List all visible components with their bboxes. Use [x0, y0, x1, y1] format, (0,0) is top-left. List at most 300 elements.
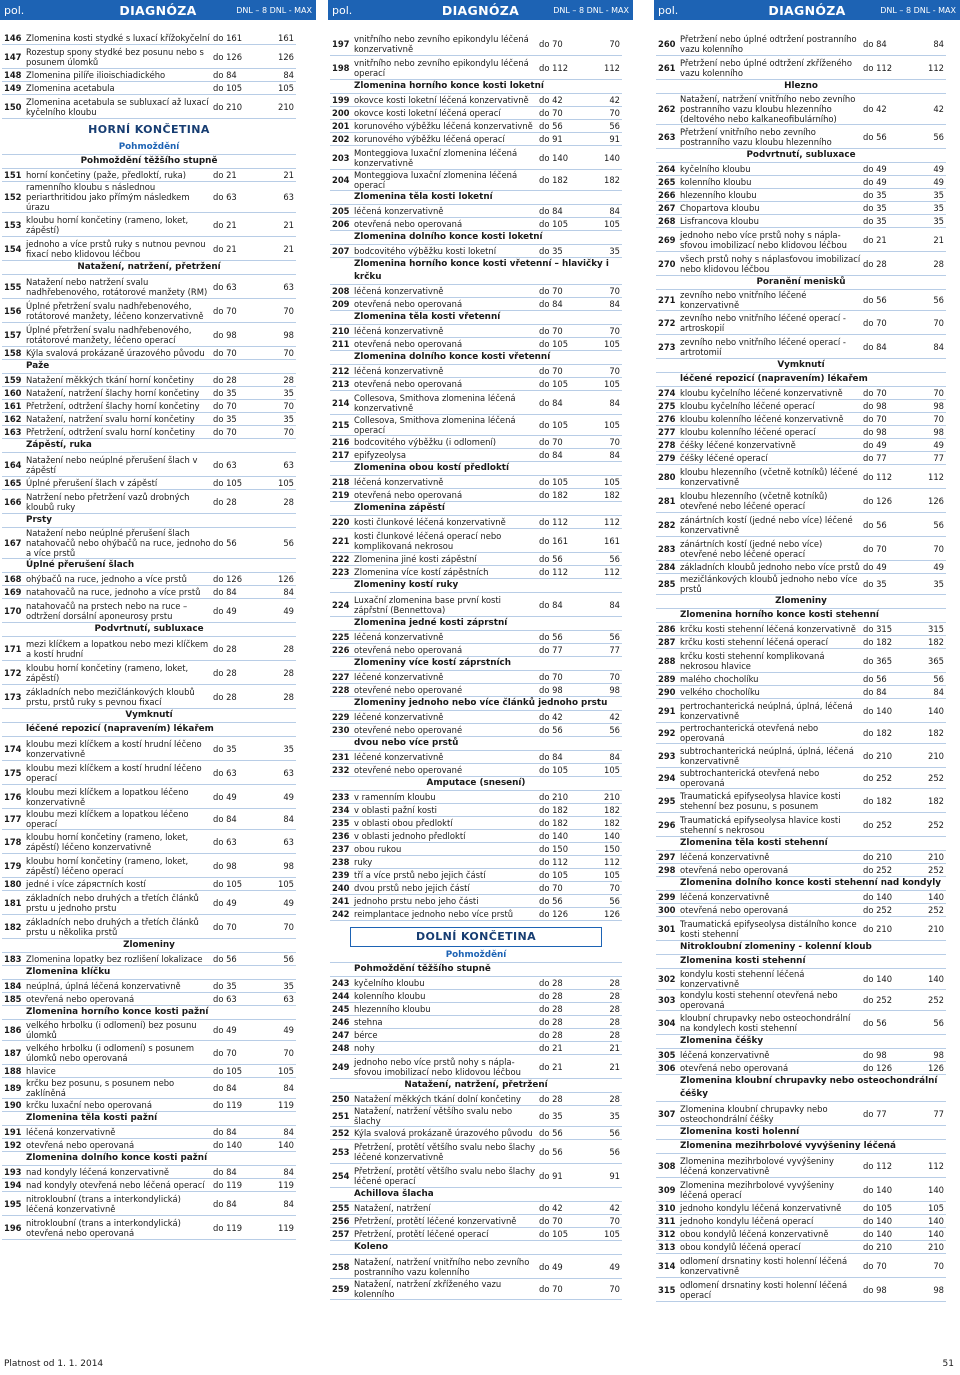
row-max: 70	[609, 1284, 620, 1294]
row-text: Zlomenina jiné kosti zápěstní	[354, 554, 477, 564]
row-range: do 70	[213, 427, 237, 437]
table-row	[656, 413, 946, 426]
column-3	[656, 32, 946, 1302]
row-range: do 70	[863, 317, 887, 328]
row-max: 56	[933, 295, 944, 305]
table-row	[2, 980, 296, 993]
group-heading: Zlomeniny více kostí záprstních	[330, 657, 622, 671]
header-title: DIAGNÓZA	[119, 2, 197, 18]
row-text: nitrokloubní (trans a interkondylická) léčená konzervativně	[26, 1193, 181, 1214]
group-heading: Zlomeniny kostí ruky	[330, 579, 622, 593]
row-text: Zlomenina mezihrbolové vyvýšeniny léčená konzervativně	[680, 1155, 834, 1176]
row-number: 153	[4, 219, 22, 230]
row-max: 56	[609, 1128, 620, 1138]
row-number: 306	[658, 1063, 676, 1073]
row-text: léčená konzervativně	[680, 1050, 770, 1060]
row-number: 292	[658, 728, 676, 738]
row-number: 175	[4, 767, 22, 778]
row-range: do 119	[213, 1222, 243, 1233]
row-range: do 28	[213, 643, 237, 654]
row-max: 21	[609, 1043, 620, 1053]
row-range: do 182	[863, 637, 893, 647]
row-number: 302	[658, 974, 676, 984]
row-text: kosti člunkové léčená konzervativně	[354, 517, 506, 527]
row-number: 193	[4, 1167, 22, 1177]
row-text: bérce	[354, 1030, 378, 1040]
table-row	[656, 1011, 946, 1035]
row-text: jednoho a více prstů ruky s nutnou pevnou fixací nebo klidovou léčbou	[26, 238, 206, 259]
row-max: 105	[278, 478, 294, 488]
row-text: okovce kosti loketní léčená konzervativně	[354, 95, 529, 105]
row-number: 258	[332, 1261, 350, 1272]
table-row	[330, 882, 622, 895]
row-text: odlomení drsnatiny kosti holenní léčená operací	[680, 1279, 848, 1300]
table-row	[656, 1215, 946, 1228]
row-text: jednoho kondylu léčená operací	[680, 1216, 814, 1226]
row-number: 177	[4, 814, 22, 824]
row-max: 21	[283, 170, 294, 180]
row-number: 155	[4, 281, 22, 292]
group-heading: Prsty	[2, 514, 296, 528]
row-max: 105	[604, 870, 620, 880]
row-max: 112	[928, 62, 944, 73]
row-number: 296	[658, 819, 676, 830]
table-row	[2, 1126, 296, 1139]
table-row	[656, 537, 946, 561]
row-max: 28	[283, 667, 294, 678]
row-range: do 28	[213, 667, 237, 678]
row-text: kloubu hlezenního (včetně kotníků) otevřené nebo léčené operací	[680, 490, 828, 511]
row-text: krčku kosti stehenní léčená konzervativně	[680, 624, 856, 634]
group-heading: Pohmoždění těžšího stupně	[330, 963, 622, 977]
table-row	[2, 347, 296, 360]
row-range: do 70	[213, 348, 237, 358]
row-number: 261	[658, 62, 676, 73]
row-text: mezi klíčkem a lopatkou nebo mezi klíčkem a kostí hrudní	[26, 638, 209, 659]
row-range: do 63	[213, 767, 237, 778]
table-row	[2, 299, 296, 323]
group-heading: Zlomenina horního konce kosti vřetenní – hlavičky i krčku	[330, 258, 622, 285]
table-row	[656, 94, 946, 125]
row-max: 119	[278, 1222, 294, 1233]
row-number: 218	[332, 477, 350, 487]
row-max: 105	[604, 1229, 620, 1239]
row-number: 217	[332, 450, 350, 460]
row-max: 49	[933, 440, 944, 450]
table-row	[656, 439, 946, 452]
row-number: 270	[658, 258, 676, 269]
table-row	[2, 1078, 296, 1099]
table-row	[656, 215, 946, 228]
row-number: 183	[4, 954, 22, 964]
table-row	[330, 1042, 622, 1055]
row-number: 174	[4, 743, 22, 754]
group-heading: Zlomenina obou kostí předloktí	[330, 462, 622, 476]
row-max: 56	[609, 121, 620, 131]
row-number: 149	[4, 83, 22, 93]
row-max: 84	[609, 450, 620, 460]
row-number: 191	[4, 1127, 22, 1137]
table-row	[656, 851, 946, 864]
row-range: do 182	[539, 490, 569, 500]
row-range: do 28	[863, 258, 887, 269]
row-text: horní končetiny (paže, předloktí, ruka)	[26, 170, 187, 180]
row-max: 105	[604, 477, 620, 487]
table-row	[656, 1154, 946, 1178]
row-range: do 56	[213, 538, 237, 548]
row-text: krčku kosti stehenní komplikovaná nekrosou hlavice	[680, 650, 825, 671]
row-text: bodcovitého výběžku kosti loketní	[354, 246, 497, 256]
table-row	[330, 869, 622, 882]
row-text: Chopartova kloubu	[680, 203, 760, 213]
group-heading: Zlomenina mezihrbolové vyvýšeniny léčená	[656, 1140, 946, 1154]
row-text: nohy	[354, 1043, 375, 1053]
table-row	[330, 1164, 622, 1188]
table-row	[330, 378, 622, 391]
table-row	[656, 465, 946, 489]
row-number: 276	[658, 414, 676, 424]
row-number: 172	[4, 667, 22, 678]
row-number: 307	[658, 1108, 676, 1119]
row-max: 84	[933, 687, 944, 697]
row-text: obou kondylů léčená konzervativně	[680, 1229, 829, 1239]
table-row	[330, 1202, 622, 1215]
row-text: Monteggiova luxační zlomenina léčená operací	[354, 170, 518, 190]
row-range: do 84	[539, 450, 563, 460]
row-range: do 105	[539, 477, 569, 487]
section-heading: DOLNÍ KONČETINA	[350, 927, 602, 947]
row-number: 243	[332, 978, 350, 988]
row-number: 228	[332, 685, 350, 695]
row-text: Natažení, natržení šlachy horní končetiny	[26, 388, 200, 398]
row-text: Zlomenina acetabula se subluxací až luxací kyčelního kloubu	[26, 96, 209, 117]
row-range: do 91	[539, 1170, 563, 1181]
row-max: 161	[278, 33, 294, 43]
row-text: léčená konzervativně	[354, 326, 444, 336]
row-number: 211	[332, 339, 350, 349]
row-range: do 28	[213, 496, 237, 507]
row-max: 21	[609, 1061, 620, 1072]
row-text: Natažení, natržení zkříženého vazu kolenního	[354, 1279, 502, 1299]
row-number: 264	[658, 164, 676, 174]
row-max: 119	[278, 1100, 294, 1110]
row-text: čéšky léčené konzervativně	[680, 440, 796, 450]
table-row	[656, 969, 946, 990]
row-range: do 70	[539, 326, 563, 336]
row-number: 284	[658, 562, 676, 572]
row-number: 147	[4, 51, 22, 62]
row-text: léčená konzervativně	[354, 366, 444, 376]
row-number: 166	[4, 496, 22, 507]
table-row	[330, 1127, 622, 1140]
row-number: 195	[4, 1198, 22, 1209]
row-text: základních kloubů jednoho nebo více prstů	[680, 562, 860, 572]
table-row	[656, 202, 946, 215]
row-range: do 70	[539, 1284, 563, 1294]
row-text: zevního nebo vnitřního léčené operací - artrotomií	[680, 336, 846, 357]
table-row	[330, 804, 622, 817]
row-max: 63	[283, 459, 294, 470]
row-max: 70	[609, 366, 620, 376]
row-number: 215	[332, 420, 350, 430]
row-number: 266	[658, 190, 676, 200]
row-text: jednoho kondylu léčená konzervativně	[680, 1203, 842, 1213]
row-range: do 28	[213, 375, 237, 385]
row-number: 288	[658, 655, 676, 666]
row-text: Natažení, natržení svalu horní končetiny	[26, 414, 195, 424]
group-heading: léčené repozicí (napravením) lékařem	[2, 723, 296, 737]
group-heading: Zlomeniny	[2, 939, 296, 953]
table-row	[2, 528, 296, 559]
row-text: otevřená nebo operovaná	[354, 645, 463, 655]
row-range: do 84	[213, 70, 237, 80]
row-range: do 112	[539, 517, 569, 527]
row-range: do 182	[539, 175, 569, 185]
row-number: 169	[4, 587, 22, 597]
table-row	[330, 631, 622, 644]
row-range: do 112	[863, 471, 893, 482]
row-range: do 105	[539, 379, 569, 389]
table-row	[656, 1102, 946, 1126]
row-max: 210	[928, 923, 944, 934]
row-text: Zlomenina lopatky bez rozlišení lokalizace	[26, 954, 203, 964]
row-number: 301	[658, 923, 676, 934]
row-max: 70	[283, 305, 294, 316]
row-range: do 56	[213, 954, 237, 964]
row-max: 182	[604, 490, 620, 500]
row-max: 105	[278, 1066, 294, 1076]
row-max: 70	[283, 401, 294, 411]
group-heading: Zlomenina kloubní chrupavky nebo osteochondrální čéšky	[656, 1075, 946, 1102]
row-max: 56	[609, 896, 620, 906]
table-row	[2, 413, 296, 426]
row-number: 313	[658, 1242, 676, 1252]
table-row	[2, 426, 296, 439]
row-max: 140	[928, 1216, 944, 1226]
header-dnl: DNL – 8 DNL - MAX	[553, 5, 629, 15]
row-max: 28	[609, 1094, 620, 1104]
table-row	[656, 400, 946, 413]
row-range: do 49	[863, 440, 887, 450]
row-text: základních nebo druhých a třetích článků prstu u několika prstů	[26, 916, 199, 937]
row-range: do 140	[539, 152, 569, 163]
row-number: 256	[332, 1216, 350, 1226]
group-heading: Zlomenina těla kosti vřetenní	[330, 311, 622, 325]
row-number: 223	[332, 567, 350, 577]
row-number: 220	[332, 517, 350, 527]
row-text: zánártních kostí (jedné nebo více) léčené konzervativně	[680, 514, 853, 535]
row-max: 140	[604, 152, 620, 163]
row-number: 263	[658, 131, 676, 142]
table-row	[656, 32, 946, 56]
row-range: do 63	[213, 459, 237, 470]
row-text: Natažení měkkých tkání horní končetiny	[26, 375, 194, 385]
row-max: 252	[928, 865, 944, 875]
header-dnl: DNL – 8 DNL - MAX	[880, 5, 956, 15]
row-text: subtrochanterická neúplná, úplná, léčená konzervativně	[680, 745, 854, 766]
row-range: do 126	[863, 1063, 893, 1073]
header-pol: pol.	[332, 3, 353, 17]
table-row	[656, 163, 946, 176]
row-range: do 140	[863, 1184, 893, 1195]
table-row	[2, 1192, 296, 1216]
row-max: 105	[604, 219, 620, 229]
row-range: do 70	[539, 286, 563, 296]
row-range: do 35	[863, 216, 887, 226]
group-heading: Zlomenina jedné kosti záprstní	[330, 617, 622, 631]
row-max: 252	[928, 905, 944, 915]
row-max: 63	[283, 994, 294, 1004]
row-max: 84	[283, 1127, 294, 1137]
table-row	[2, 785, 296, 809]
group-heading: Zlomenina dolního konce kosti stehenní nad kondyly	[656, 877, 946, 891]
row-max: 56	[283, 538, 294, 548]
table-row	[656, 311, 946, 335]
group-heading: Zlomenina klíčku	[2, 966, 296, 980]
row-text: zevního nebo vnitřního léčené konzervativně	[680, 290, 807, 310]
row-text: obou kondylů léčená operací	[680, 1242, 801, 1252]
row-text: otevřená nebo operovaná	[26, 994, 135, 1004]
row-text: kloubu horní končetiny (rameno, loket, zápěstí)	[26, 214, 189, 235]
row-range: do 140	[539, 831, 569, 841]
row-number: 250	[332, 1094, 350, 1104]
table-row	[656, 649, 946, 673]
table-row	[656, 489, 946, 513]
row-number: 297	[658, 852, 676, 862]
row-range: do 126	[863, 495, 893, 506]
table-row	[330, 817, 622, 830]
group-heading: Achillova šlacha	[330, 1188, 622, 1202]
row-range: do 98	[213, 329, 237, 340]
row-text: ruky	[354, 857, 373, 867]
table-row	[330, 1003, 622, 1016]
row-text: pertrochanterická neúplná, úplná, léčená konzervativně	[680, 700, 853, 721]
row-number: 203	[332, 152, 350, 163]
table-row	[330, 764, 622, 777]
table-row	[330, 120, 622, 133]
row-range: do 70	[213, 921, 237, 932]
row-range: do 21	[213, 170, 237, 180]
row-text: tří a více prstů nebo jejich částí	[354, 870, 486, 880]
row-max: 315	[928, 624, 944, 634]
row-range: do 91	[539, 134, 563, 144]
row-max: 365	[928, 655, 944, 666]
row-number: 170	[4, 605, 22, 616]
row-max: 70	[609, 672, 620, 682]
row-max: 112	[928, 1160, 944, 1171]
row-text: kloubu kyčelního léčené konzervativně	[680, 388, 843, 398]
row-number: 315	[658, 1284, 676, 1295]
table-row	[330, 977, 622, 990]
row-max: 77	[933, 1108, 944, 1119]
row-max: 70	[609, 326, 620, 336]
row-number: 269	[658, 234, 676, 245]
subsection-heading: Pohmoždění	[330, 949, 622, 963]
row-max: 56	[609, 554, 620, 564]
row-text: natahovačů na ruce, jednoho a více prstů	[26, 587, 201, 597]
group-heading: Vymknutí	[656, 359, 946, 373]
row-number: 184	[4, 981, 22, 991]
row-number: 257	[332, 1229, 350, 1239]
row-number: 244	[332, 991, 350, 1001]
row-max: 84	[609, 752, 620, 762]
row-range: do 84	[539, 752, 563, 762]
row-max: 182	[928, 728, 944, 738]
row-text: otevřená nebo operovaná	[680, 865, 789, 875]
row-max: 70	[933, 317, 944, 328]
row-max: 56	[609, 1146, 620, 1157]
table-row	[656, 513, 946, 537]
table-row	[330, 684, 622, 697]
row-range: do 56	[539, 1128, 563, 1138]
row-number: 275	[658, 401, 676, 411]
table-row	[2, 891, 296, 915]
row-max: 98	[933, 1284, 944, 1295]
row-max: 70	[609, 286, 620, 296]
row-number: 267	[658, 203, 676, 213]
table-row	[2, 1216, 296, 1240]
row-range: do 70	[539, 672, 563, 682]
row-number: 161	[4, 401, 22, 411]
row-max: 98	[609, 685, 620, 695]
row-number: 152	[4, 192, 22, 202]
table-row	[656, 1049, 946, 1062]
row-number: 287	[658, 637, 676, 647]
table-row	[656, 686, 946, 699]
row-text: Collesova, Smithova zlomenina léčená konzervativně	[354, 392, 516, 413]
table-row	[2, 737, 296, 761]
row-max: 140	[928, 1229, 944, 1239]
row-max: 105	[604, 765, 620, 775]
row-range: do 105	[213, 1066, 243, 1076]
row-range: do 77	[539, 645, 563, 655]
table-row	[2, 387, 296, 400]
row-range: do 63	[213, 281, 237, 292]
row-text: kloubu kyčelního léčené operací	[680, 401, 815, 411]
table-row	[656, 290, 946, 311]
table-row	[330, 489, 622, 502]
row-number: 180	[4, 879, 22, 889]
table-row	[330, 644, 622, 657]
row-range: do 56	[863, 674, 887, 684]
row-number: 171	[4, 643, 22, 654]
row-number: 165	[4, 478, 22, 488]
table-row	[2, 477, 296, 490]
row-range: do 84	[213, 1198, 237, 1209]
row-number: 181	[4, 897, 22, 908]
table-row	[2, 490, 296, 514]
row-range: do 21	[213, 243, 237, 254]
row-text: Přetržení nebo úplné odtržení zkříženého vazu kolenního	[680, 57, 852, 78]
row-max: 182	[604, 818, 620, 828]
row-number: 205	[332, 206, 350, 216]
row-range: do 42	[863, 104, 887, 114]
group-heading: Zlomenina kosti holenní	[656, 1126, 946, 1140]
row-max: 28	[609, 978, 620, 988]
row-max: 252	[928, 773, 944, 783]
row-max: 70	[283, 348, 294, 358]
table-row	[2, 1139, 296, 1152]
row-number: 231	[332, 752, 350, 762]
row-range: do 70	[213, 401, 237, 411]
group-heading: Zlomeniny jednoho nebo více článků jednoho prstu	[330, 697, 622, 711]
row-range: do 42	[539, 95, 563, 105]
row-number: 179	[4, 860, 22, 871]
row-number: 233	[332, 792, 350, 802]
row-max: 56	[933, 519, 944, 530]
row-text: léčená konzervativně	[354, 477, 444, 487]
group-heading: Zlomenina horního konce kosti stehenní	[656, 609, 946, 623]
